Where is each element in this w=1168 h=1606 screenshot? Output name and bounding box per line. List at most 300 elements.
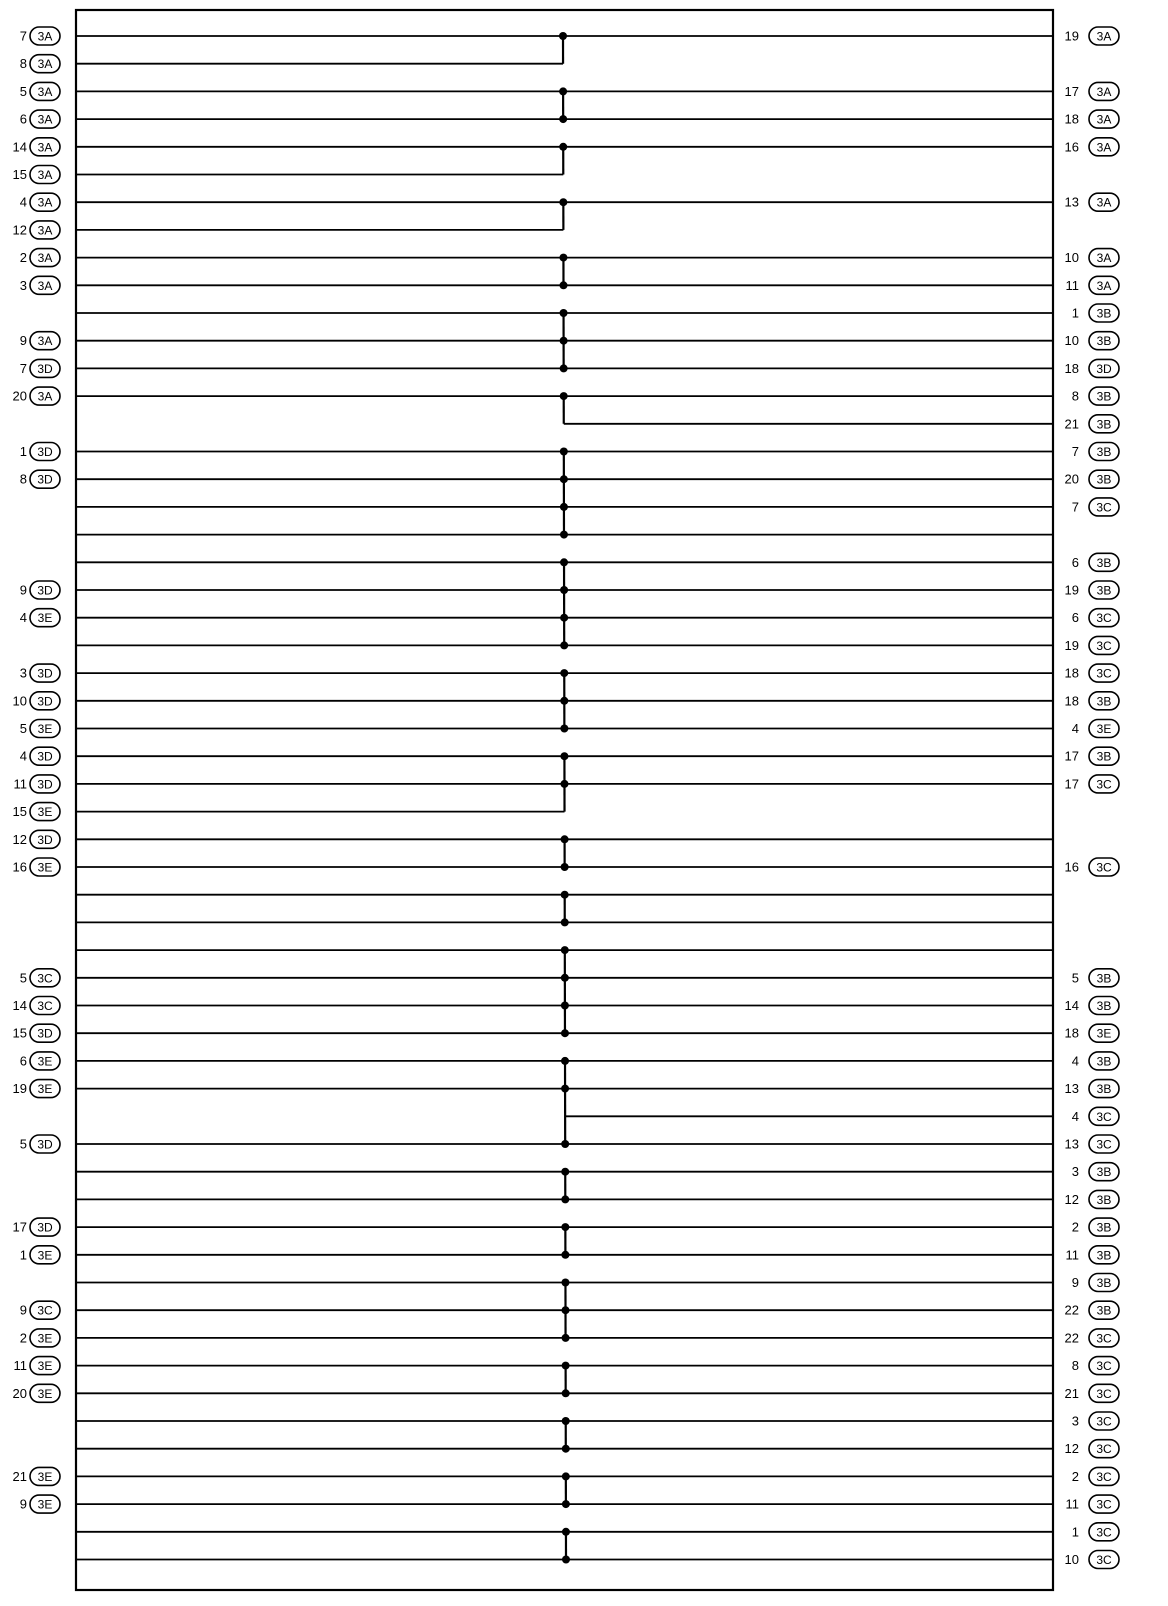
pin-number: 19	[1064, 28, 1079, 44]
connector-id: 3A	[1096, 29, 1112, 44]
splice-dot	[560, 725, 568, 733]
connector-id: 3C	[1096, 638, 1112, 653]
pin-number: 13	[1064, 1136, 1079, 1152]
connector-id: 3A	[37, 84, 53, 99]
splice-dot	[561, 1140, 569, 1148]
pin-number: 14	[1064, 998, 1079, 1013]
pin-label-left	[14, 1357, 61, 1375]
pin-label-right	[1072, 387, 1119, 405]
connector-id: 3B	[1096, 749, 1112, 764]
connector-id: 3B	[1096, 1165, 1112, 1180]
connector-id: 3B	[1096, 971, 1112, 986]
connector-id: 3A	[37, 334, 53, 349]
connector-id: 3C	[1096, 1442, 1112, 1457]
pin-label-left	[13, 803, 60, 821]
pin-label-right	[1065, 692, 1119, 710]
connector-id: 3C	[1096, 1553, 1112, 1567]
splice-dot	[559, 87, 567, 95]
connector-id: 3D	[37, 1220, 53, 1235]
pin-label-right	[1066, 1246, 1120, 1264]
splice-dot	[562, 1528, 570, 1536]
pin-label-right	[1072, 1357, 1119, 1375]
pin-label-left	[20, 249, 60, 267]
connector-id: 3C	[1096, 611, 1112, 626]
pin-label-left	[20, 193, 60, 211]
connector-id: 3D	[37, 749, 53, 764]
pin-number: 17	[12, 1219, 27, 1235]
pin-number: 4	[19, 748, 27, 764]
pin-label-right	[1065, 1301, 1119, 1319]
pin-number: 1	[1071, 305, 1079, 321]
pin-label-left	[20, 110, 60, 128]
pin-label-right	[1072, 1274, 1119, 1292]
pin-number: 12	[12, 831, 27, 847]
pin-label-right	[1065, 1080, 1119, 1098]
pin-label-left	[20, 1135, 60, 1153]
splice-dot	[562, 1500, 570, 1508]
pin-number: 6	[19, 111, 27, 127]
splice-dot	[560, 503, 568, 511]
connector-id: 3E	[37, 1054, 53, 1069]
connector-id: 3C	[1096, 1359, 1112, 1374]
connector-id: 3B	[1096, 334, 1112, 349]
pin-number: 19	[1064, 582, 1079, 598]
connector-id: 3A	[1096, 278, 1112, 293]
connector-id: 3B	[1096, 583, 1112, 598]
pin-label-left	[13, 1467, 60, 1485]
connector-id: 3C	[1096, 1109, 1112, 1124]
pin-label-left	[13, 138, 60, 156]
connector-id: 3E	[37, 1386, 53, 1401]
splice-dot	[560, 752, 568, 760]
splice-dot	[562, 1362, 570, 1370]
pin-number: 13	[1064, 1081, 1079, 1097]
connector-id: 3E	[37, 1469, 53, 1484]
pin-label-left	[20, 1052, 60, 1070]
connector-id: 3D	[37, 1137, 53, 1152]
pin-label-right	[1065, 997, 1119, 1015]
pin-number: 16	[1064, 139, 1079, 155]
pin-label-right	[1065, 193, 1119, 211]
connector-id: 3E	[37, 1497, 53, 1512]
pin-label-right	[1072, 969, 1119, 987]
pin-number: 16	[1064, 859, 1079, 875]
pin-label-right	[1065, 27, 1119, 45]
connector-id: 3A	[37, 251, 53, 266]
pin-number: 22	[1064, 1330, 1079, 1346]
pin-label-right	[1065, 1135, 1119, 1153]
connector-id: 3D	[1096, 361, 1112, 376]
pin-number: 1	[19, 444, 27, 459]
pin-label-right	[1072, 1523, 1119, 1541]
connector-id: 3E	[37, 1248, 53, 1263]
connector-id: 3E	[37, 1082, 53, 1097]
connector-id: 3B	[1096, 1276, 1112, 1290]
splice-dot	[559, 115, 567, 123]
pin-label-left	[20, 82, 60, 100]
pin-label-right	[1072, 609, 1119, 627]
pin-number: 3	[19, 277, 27, 293]
splice-dot	[561, 891, 569, 899]
pin-label-left	[14, 775, 61, 793]
pin-number: 11	[13, 1358, 27, 1374]
pin-number: 10	[12, 693, 27, 709]
splice-dot	[559, 32, 567, 40]
pin-number: 8	[1071, 388, 1079, 404]
pin-label-right	[1065, 1440, 1119, 1458]
pin-number: 18	[1064, 111, 1079, 127]
splice-dot	[561, 1057, 569, 1065]
connector-id: 3D	[37, 445, 53, 459]
pin-number: 4	[1071, 1053, 1079, 1069]
pin-number: 6	[1071, 554, 1079, 570]
connector-id: 3E	[1096, 722, 1112, 736]
pin-number: 2	[1071, 1468, 1079, 1484]
splice-dot	[560, 448, 568, 456]
pin-label-right	[1065, 415, 1119, 433]
pin-label-left	[13, 1384, 60, 1402]
connector-id: 3A	[37, 223, 53, 238]
pin-number: 12	[1064, 1441, 1079, 1457]
connector-id: 3D	[37, 1026, 53, 1041]
splice-dot	[560, 558, 568, 566]
connector-id: 3B	[1096, 306, 1112, 321]
connector-id: 3E	[37, 805, 53, 820]
pin-label-left	[13, 692, 60, 710]
pin-label-right	[1065, 249, 1119, 267]
pin-number: 6	[19, 1053, 27, 1069]
pin-number: 4	[1071, 1108, 1079, 1124]
pin-label-left	[13, 221, 60, 239]
pin-label-right	[1065, 82, 1119, 100]
connector-id: 3C	[37, 971, 53, 986]
pin-number: 2	[19, 250, 27, 266]
pin-label-right	[1072, 1163, 1119, 1181]
pin-number: 12	[1064, 1191, 1079, 1207]
connector-id: 3E	[37, 860, 53, 875]
pin-number: 20	[12, 1385, 27, 1401]
pin-label-right	[1072, 498, 1119, 516]
splice-dot	[560, 475, 568, 483]
pin-label-right	[1065, 1024, 1119, 1042]
pin-number: 1	[19, 1247, 27, 1263]
splice-dot	[562, 1306, 570, 1314]
pin-label-left	[20, 1246, 60, 1264]
connector-id: 3B	[1096, 1192, 1112, 1207]
connector-id: 3B	[1096, 555, 1112, 570]
splice-dot	[562, 1334, 570, 1342]
pin-label-right	[1072, 1052, 1119, 1070]
splice-dot	[560, 586, 568, 594]
connector-id: 3C	[1096, 1497, 1112, 1512]
pin-number: 15	[12, 1025, 27, 1041]
pin-label-right	[1065, 138, 1119, 156]
pin-label-right	[1072, 1412, 1119, 1430]
connector-id: 3B	[1096, 1220, 1112, 1235]
connector-id: 3D	[37, 361, 53, 376]
pin-number: 9	[1071, 1275, 1079, 1290]
pin-label-left	[13, 1024, 60, 1042]
pin-number: 2	[19, 1330, 27, 1346]
connector-id: 3B	[1096, 389, 1112, 404]
pin-label-left	[13, 1080, 60, 1098]
connector-id: 3C	[1096, 1469, 1112, 1484]
pin-number: 11	[1065, 1496, 1079, 1512]
connector-id: 3C	[37, 999, 53, 1013]
splice-dot	[561, 863, 569, 871]
splice-dot	[561, 974, 569, 982]
connector-id: 3B	[1096, 445, 1112, 459]
connector-id: 3D	[37, 777, 53, 792]
connector-id: 3E	[37, 722, 53, 736]
pin-label-left	[13, 166, 60, 184]
pin-label-left	[13, 830, 60, 848]
splice-dot	[561, 1085, 569, 1093]
pin-label-right	[1065, 664, 1119, 682]
splice-dot	[560, 641, 568, 649]
pin-number: 18	[1064, 693, 1079, 709]
splice-dot	[559, 254, 567, 262]
pin-number: 8	[1071, 1358, 1079, 1374]
pin-label-left	[20, 27, 60, 45]
pin-number: 9	[19, 1302, 27, 1318]
connector-id: 3E	[1096, 1026, 1112, 1041]
pin-label-left	[20, 969, 60, 987]
pin-number: 9	[19, 333, 27, 349]
pin-label-right	[1065, 1384, 1119, 1402]
pin-number: 14	[12, 139, 27, 155]
connector-id: 3A	[1096, 140, 1112, 155]
splice-dot	[559, 143, 567, 151]
splice-dot	[560, 531, 568, 539]
pin-number: 9	[19, 1496, 27, 1512]
pin-label-right	[1065, 858, 1119, 876]
connector-id: 3D	[37, 472, 53, 487]
connector-id: 3D	[37, 583, 53, 598]
connector-id: 3B	[1096, 1082, 1112, 1097]
splice-dot	[562, 1472, 570, 1480]
pin-number: 2	[1071, 1219, 1079, 1235]
pin-label-left	[20, 581, 60, 599]
connector-id: 3A	[37, 278, 53, 293]
pin-number: 13	[1064, 194, 1079, 210]
connector-id: 3B	[1096, 694, 1112, 709]
connector-id: 3B	[1096, 1248, 1112, 1263]
splice-dot	[561, 1195, 569, 1203]
splice-dot	[562, 1445, 570, 1453]
pin-label-left	[20, 747, 60, 765]
pin-number: 5	[19, 83, 27, 99]
pin-number: 4	[19, 610, 27, 626]
splice-dot	[560, 669, 568, 677]
pin-number: 18	[1064, 665, 1079, 681]
pin-label-right	[1065, 747, 1119, 765]
pin-number: 5	[19, 1136, 27, 1152]
pin-number: 10	[1064, 250, 1079, 266]
connector-id: 3B	[1096, 999, 1112, 1013]
pin-label-left	[13, 1218, 60, 1236]
pin-number: 8	[19, 56, 27, 72]
connector-id: 3A	[1096, 251, 1112, 266]
connector-id: 3B	[1096, 1054, 1112, 1069]
pin-label-right	[1065, 359, 1119, 377]
splice-dot	[561, 946, 569, 954]
pin-number: 5	[1071, 970, 1079, 986]
splice-dot	[560, 780, 568, 788]
pin-label-right	[1065, 332, 1119, 350]
pin-number: 5	[19, 721, 27, 736]
connector-id: 3E	[37, 611, 53, 626]
pin-label-left	[20, 720, 60, 738]
connector-id: 3B	[1096, 417, 1112, 432]
pin-label-left	[13, 858, 60, 876]
pin-number: 7	[19, 28, 27, 44]
connector-id: 3C	[1096, 500, 1112, 515]
pin-number: 11	[1065, 1247, 1079, 1263]
splice-layer	[559, 32, 570, 1564]
pin-number: 4	[19, 194, 27, 210]
connector-id: 3A	[37, 389, 53, 404]
pin-number: 19	[1064, 637, 1079, 653]
pin-number: 14	[12, 998, 27, 1013]
connector-id: 3A	[37, 112, 53, 127]
pin-number: 18	[1064, 360, 1079, 376]
pin-number: 4	[1071, 721, 1079, 736]
connector-id: 3C	[1096, 1525, 1112, 1540]
pin-number: 3	[1071, 1413, 1079, 1429]
pin-label-right	[1072, 443, 1119, 461]
pin-label-right	[1072, 304, 1119, 322]
connector-id: 3A	[37, 29, 53, 44]
splice-dot	[561, 1002, 569, 1010]
pin-number: 21	[1064, 416, 1079, 432]
pin-label-right	[1072, 1107, 1119, 1125]
pin-number: 21	[12, 1468, 27, 1484]
pin-label-right	[1066, 276, 1120, 294]
splice-dot	[560, 337, 568, 345]
pin-number: 8	[19, 471, 27, 487]
splice-dot	[561, 1029, 569, 1037]
pin-number: 10	[1064, 333, 1079, 349]
splice-dot	[561, 1279, 569, 1287]
pin-number: 10	[1064, 1552, 1079, 1567]
pin-number: 15	[12, 804, 27, 820]
connector-id: 3A	[37, 195, 53, 210]
pin-label-right	[1065, 1190, 1119, 1208]
pin-number: 17	[1064, 83, 1079, 99]
pin-label-right	[1065, 581, 1119, 599]
pin-label-right	[1072, 720, 1119, 738]
connector-id: 3D	[37, 832, 53, 847]
pin-label-left	[20, 443, 60, 461]
splice-dot	[561, 918, 569, 926]
connector-id: 3A	[1096, 84, 1112, 99]
pin-number: 15	[12, 167, 27, 182]
pin-label-left	[20, 1301, 60, 1319]
pin-label-right	[1065, 1551, 1119, 1569]
splice-dot	[560, 392, 568, 400]
pin-number: 5	[19, 970, 27, 986]
pin-number: 3	[1071, 1164, 1079, 1180]
pin-number: 11	[13, 776, 27, 792]
pin-label-right	[1066, 1495, 1120, 1513]
connector-id: 3A	[1096, 195, 1112, 210]
pin-number: 18	[1064, 1025, 1079, 1041]
pin-label-left	[20, 609, 60, 627]
splice-dot	[561, 1223, 569, 1231]
pin-number: 1	[1071, 1524, 1079, 1540]
connector-id: 3C	[1096, 777, 1112, 792]
connector-id: 3E	[37, 1331, 53, 1346]
connector-id: 3D	[37, 694, 53, 709]
pin-label-right	[1065, 1329, 1119, 1347]
connector-id: 3C	[1096, 1386, 1112, 1401]
connector-id: 3C	[1096, 1137, 1112, 1152]
pin-number: 11	[1065, 277, 1079, 293]
pin-label-left	[20, 276, 60, 294]
splice-dot	[560, 364, 568, 372]
pin-number: 17	[1064, 748, 1079, 764]
connector-id: 3B	[1096, 472, 1112, 487]
pin-label-right	[1065, 470, 1119, 488]
connector-id: 3C	[37, 1303, 53, 1318]
pin-number: 21	[1064, 1385, 1079, 1401]
connector-id: 3A	[37, 57, 53, 72]
connector-id: 3C	[1096, 1331, 1112, 1346]
pin-number: 16	[12, 859, 27, 875]
splice-dot	[561, 835, 569, 843]
connector-id: 3A	[37, 168, 53, 182]
pin-label-right	[1072, 553, 1119, 571]
pin-label-right	[1072, 1467, 1119, 1485]
connector-id: 3E	[37, 1359, 53, 1374]
connector-id: 3C	[1096, 666, 1112, 681]
pin-number: 19	[12, 1081, 27, 1097]
pin-label-left	[20, 332, 60, 350]
splice-dot	[559, 198, 567, 206]
connector-id: 3D	[37, 666, 53, 681]
pin-number: 9	[19, 582, 27, 598]
pin-label-left	[13, 387, 60, 405]
pin-number: 6	[1071, 610, 1079, 626]
pin-label-left	[20, 470, 60, 488]
splice-dot	[561, 1251, 569, 1259]
pin-label-left	[20, 55, 60, 73]
pin-number: 7	[1071, 499, 1079, 515]
pin-number: 20	[12, 388, 27, 404]
connector-id: 3C	[1096, 860, 1112, 875]
splice-dot	[560, 309, 568, 317]
pin-label-right	[1072, 1218, 1119, 1236]
connector-id: 3B	[1096, 1303, 1112, 1318]
pin-label-right	[1065, 775, 1119, 793]
pin-number: 12	[12, 222, 27, 238]
splice-dot	[560, 614, 568, 622]
pin-label-left	[20, 359, 60, 377]
splice-dot	[559, 281, 567, 289]
pin-label-right	[1065, 636, 1119, 654]
connector-id: 3C	[1096, 1414, 1112, 1429]
pin-number: 7	[1071, 444, 1079, 459]
pin-number: 20	[1064, 471, 1079, 487]
pin-label-left	[20, 1329, 60, 1347]
pin-number: 3	[19, 665, 27, 681]
pin-number: 7	[19, 360, 27, 376]
splice-dot	[562, 1417, 570, 1425]
pin-label-right	[1065, 110, 1119, 128]
connector-id: 3A	[1096, 112, 1112, 127]
splice-dot	[562, 1556, 570, 1564]
